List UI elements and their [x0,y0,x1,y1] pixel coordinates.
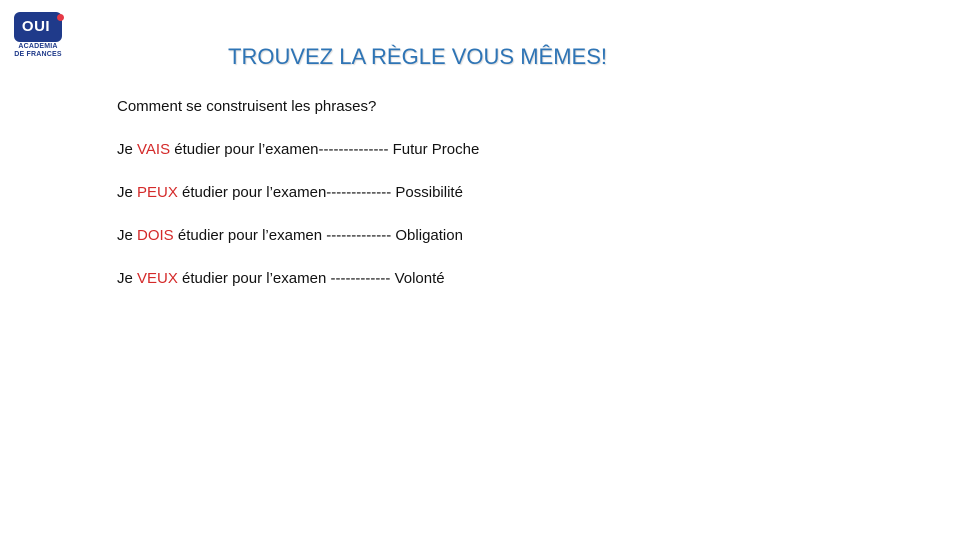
logo-dot-icon [57,14,64,21]
sentence-verb: PEUX [137,184,178,201]
sentence-line [117,140,479,159]
sentence-line [117,269,479,288]
sentence-subject: Je [117,184,138,201]
logo-text-line-2: DE FRANCES [14,51,62,58]
slide-content [117,97,479,312]
intro-question: Comment se construisent les phrases? [117,98,377,115]
academia-logo [8,8,66,58]
sentence-rest: étudier pour l’examen------------- Possibilité [177,184,463,201]
sentence-rest: étudier pour l’examen-------------- Futur Proche [170,141,480,158]
sentence-subject: Je [117,270,138,287]
sentence-line [117,183,479,202]
logo-badge [14,12,62,42]
sentence-verb: DOIS [137,227,174,244]
logo-text-line-1: ACADEMIA [18,43,58,50]
sentence-verb: VAIS [137,141,171,158]
slide-title: TROUVEZ LA RÈGLE VOUS MÊMES! [228,44,607,69]
logo-badge-text: OUI [21,18,51,35]
sentence-line [117,226,479,245]
sentence-rest: étudier pour l’examen ------------- Obligation [173,227,463,244]
sentence-verb: VEUX [137,270,178,287]
sentence-rest: étudier pour l’examen ------------ Volonté [177,270,445,287]
sentence-subject: Je [117,141,138,158]
sentence-subject: Je [117,227,138,244]
